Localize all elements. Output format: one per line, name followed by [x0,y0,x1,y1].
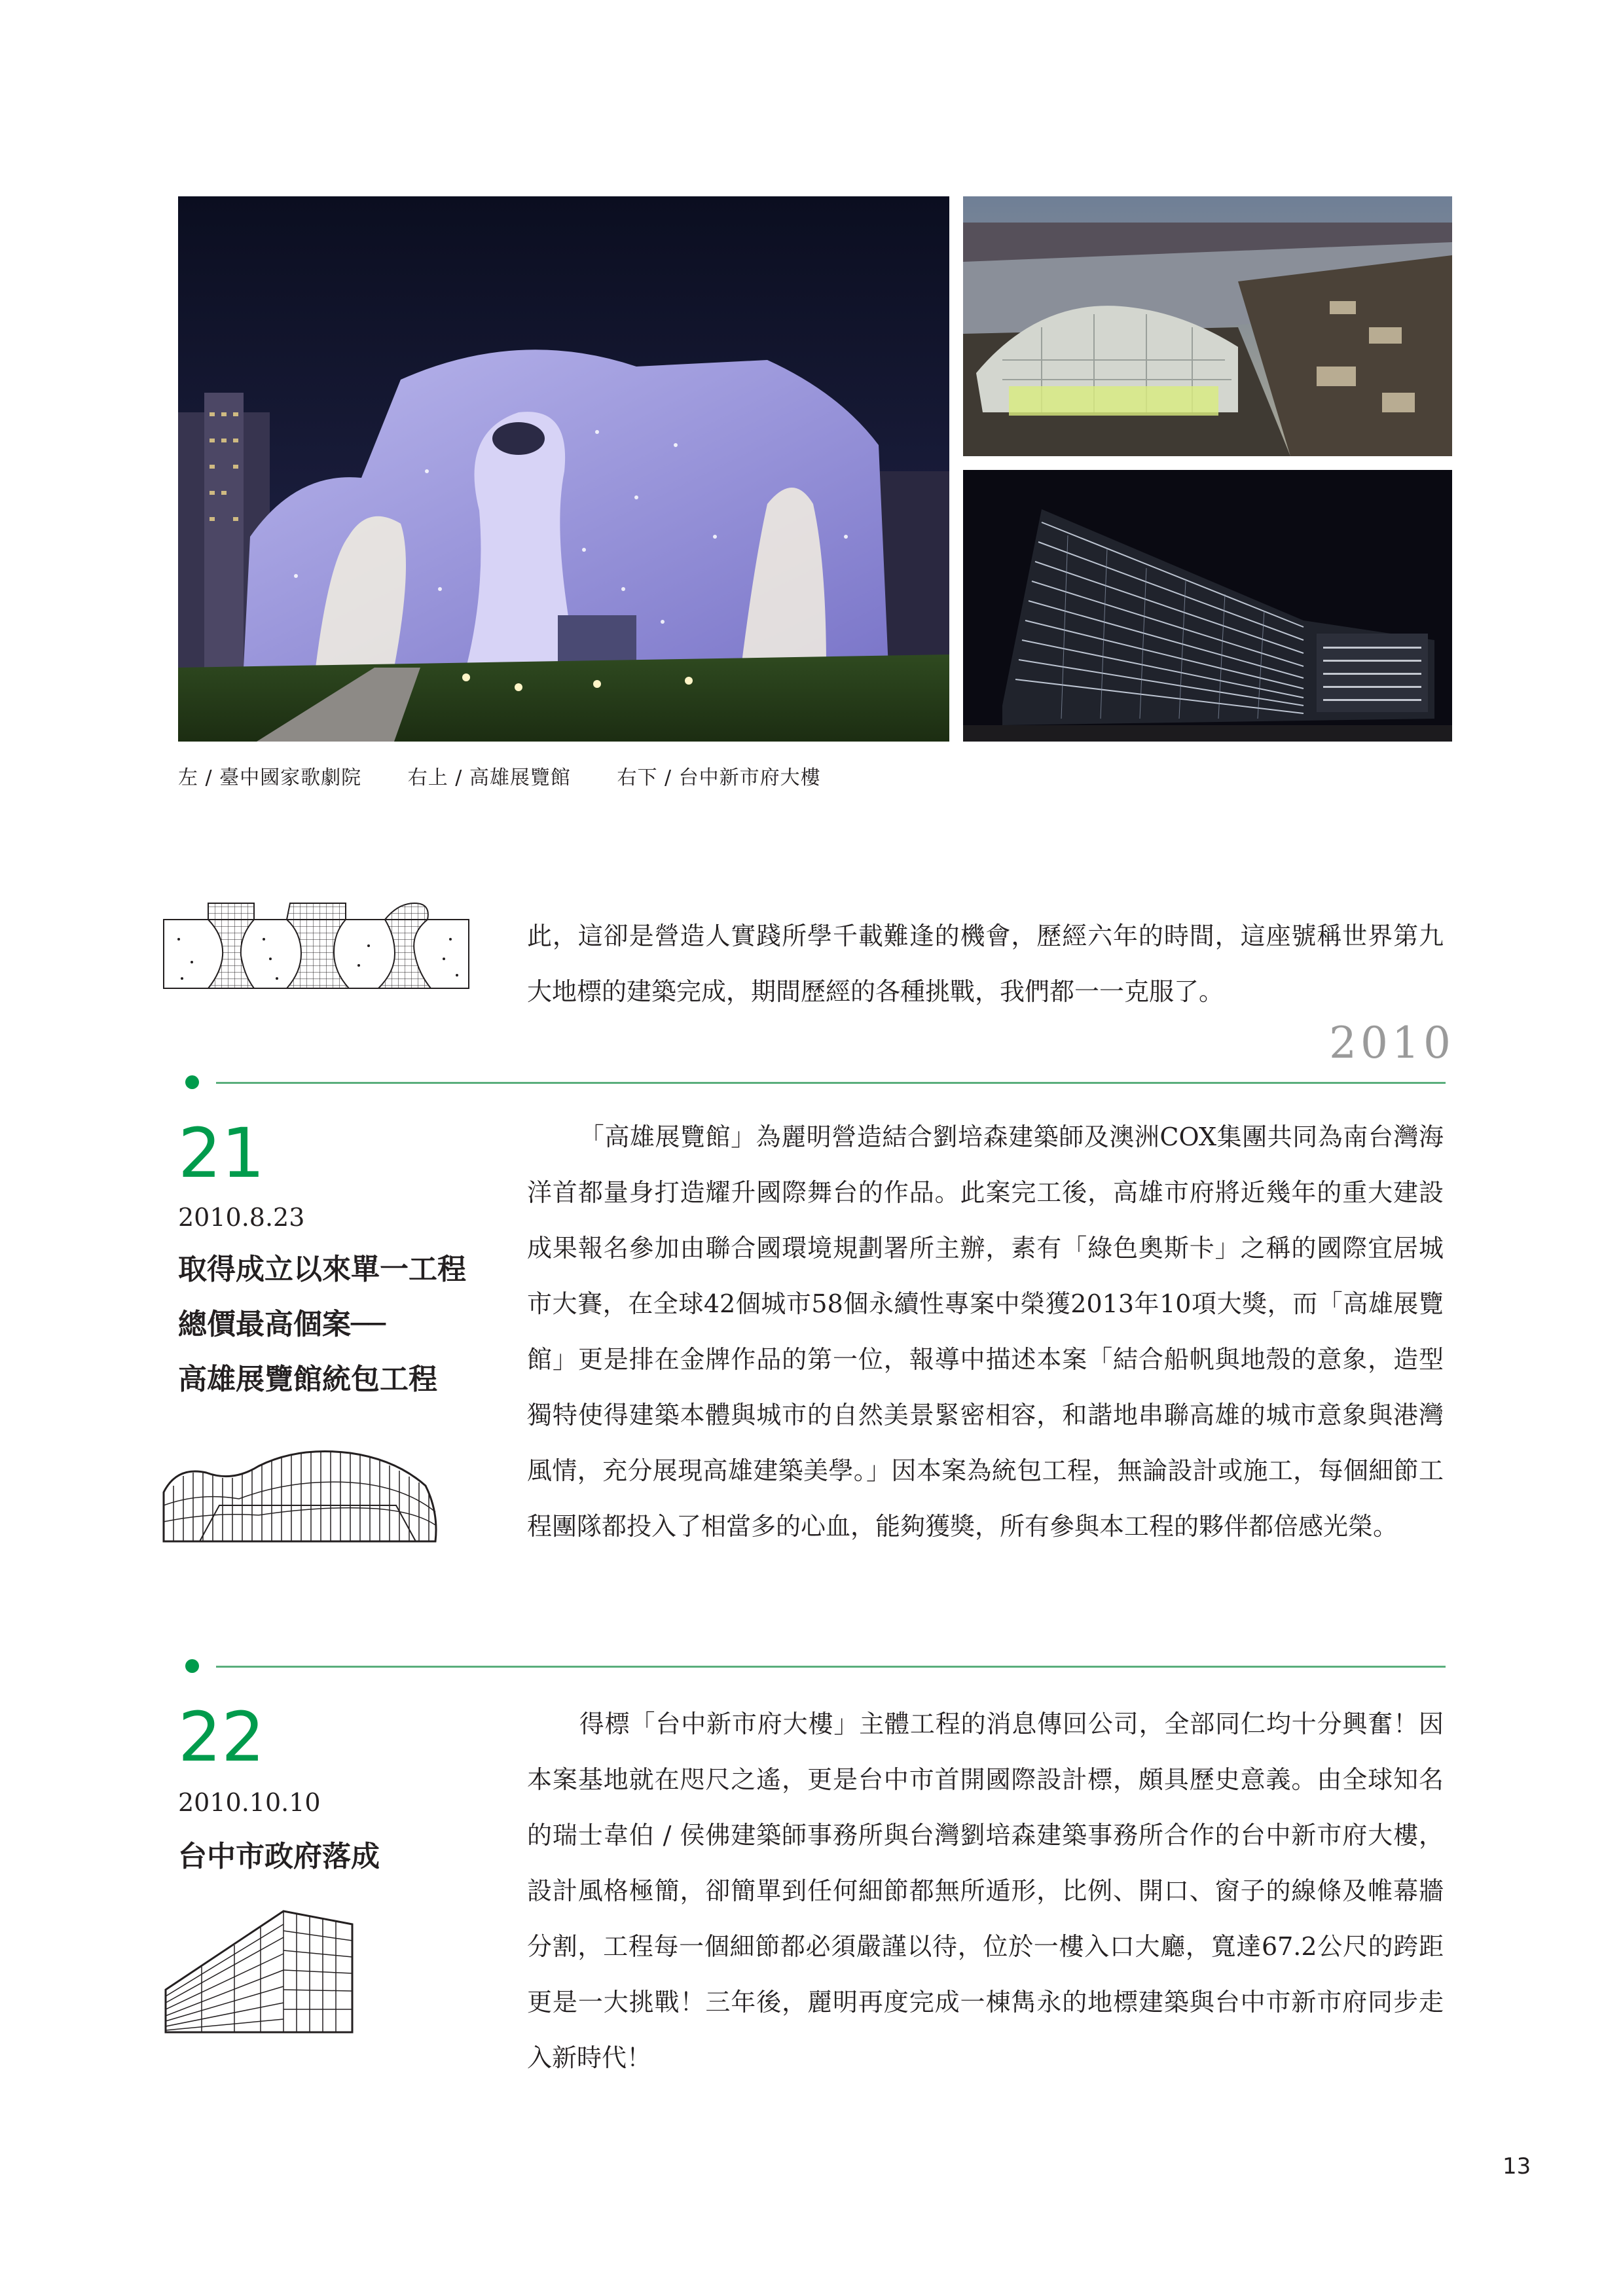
entry-text-22: 得標「台中新市府大樓」主體工程的消息傳回公司，全部同仁均十分興奮！因本案基地就在咫尺之遙，更是台中市首開國際設計標，頗具歷史意義。由全球知名的瑞士韋伯 / 侯佛建築師事務所與台灣劉培森建築事務所合作的台中新市府大樓，設計風格極簡，卻簡單到任何細節都無所遁形，比例、開口、窗子的線條及帷幕牆分割，工程每一個細節都必須嚴謹以待，位於一樓入口大廳，寬達67.2公尺的跨距更是一大挑戰！三年後，麗明再度完成一棟雋永的地標建築與台中市新市府同步走入新時代！ [527,1710,1444,2072]
timeline-dot [185,1075,199,1089]
caption-left: 左 / 臺中國家歌劇院 [178,766,362,789]
entry-text-21: 「高雄展覽館」為麗明營造結合劉培森建築師及澳洲COX集團共同為南台灣海洋首都量身打造耀升國際舞台的作品。此案完工後，高雄市府將近幾年的重大建設成果報名參加由聯合國環境規劃署所主辦，素有「綠色奧斯卡」之稱的國際宜居城市大賽，在全球42個城市58個永續性專案中榮獲2013年10項大獎，而「高雄展覽館」更是排在金牌作品的第一位，報導中描述本案「結合船帆與地殼的意象，造型獨特使得建築本體與城市的自然美景緊密相容，和諧地串聯高雄的城市意象與港灣風情，充分展現高雄建築美學。」因本案為統包工程，無論設計或施工，每個細節工程團隊都投入了相當多的心血，能夠獲獎，所有參與本工程的夥伴都倍感光榮。 [527,1122,1444,1541]
timeline-dot [185,1659,199,1673]
entry-title-line: 總價最高個案── [178,1308,386,1341]
timeline-line [216,1082,1446,1084]
caption-bottom-right: 右下 / 台中新市府大樓 [617,766,821,789]
intro-paragraph: 此，這卻是營造人實踐所學千載難逢的機會，歷經六年的時間，這座號稱世界第九大地標的建築完成，期間歷經的各種挑戰，我們都一一克服了。 [527,922,1444,1006]
entry-title-22 [178,1829,505,1884]
photo-taichung-opera-house [178,196,949,742]
page-number: 13 [1503,2153,1531,2179]
opera-house-sketch [162,900,470,992]
entry-title-line: 台中市政府落成 [178,1840,380,1873]
timeline-rule-21 [0,1069,1623,1095]
entry-title-line: 高雄展覽館統包工程 [178,1363,437,1396]
entry-date-22: 2010.10.10 [178,1788,321,1817]
year-label: 2010 [1329,1018,1455,1068]
entry-date-21: 2010.8.23 [178,1203,305,1232]
caption-top-right: 右上 / 高雄展覽館 [407,766,571,789]
entry-number-22: 22 [178,1697,265,1777]
city-hall-sketch [162,1905,359,2036]
photo-kaohsiung-exhibition-center [963,196,1452,456]
timeline-line [216,1666,1446,1668]
photo-taichung-city-hall [963,470,1452,742]
entry-number-21: 21 [178,1113,265,1193]
timeline-rule-22 [0,1653,1623,1679]
exhibition-center-sketch [160,1446,442,1545]
entry-title-line: 取得成立以來單一工程 [178,1253,466,1286]
photo-caption [178,761,860,790]
entry-title-21 [178,1242,505,1407]
